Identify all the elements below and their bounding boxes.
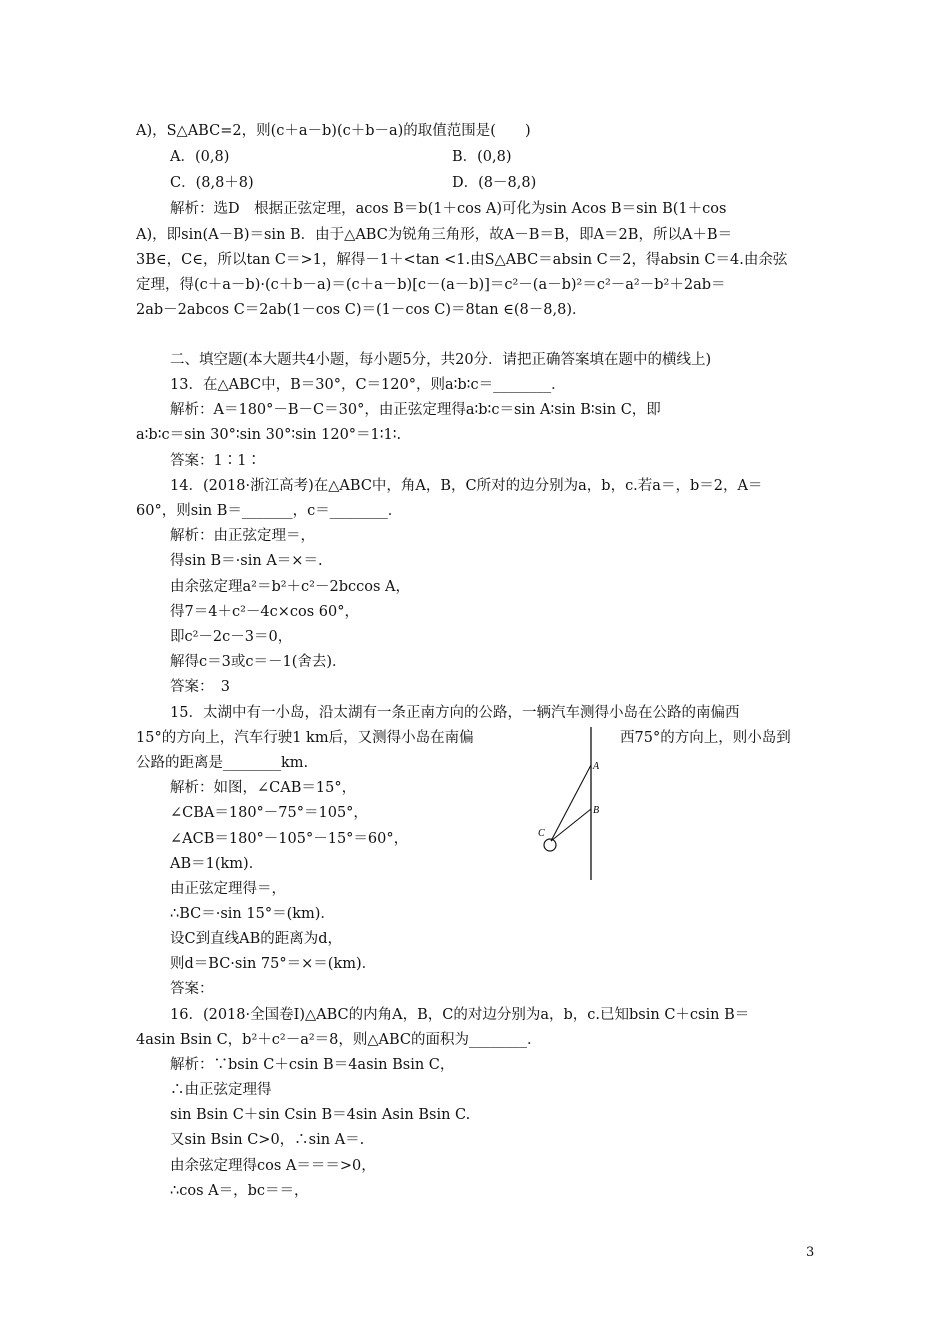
q13-answer: 答案：1∶1∶ xyxy=(170,453,261,469)
q12-stem-tail: A)，S△ABC=2，则(c＋a－b)(c＋b－a)的取值范围是( ) xyxy=(136,123,531,139)
q14-solution-line: 解析：由正弦定理＝， xyxy=(170,528,315,544)
q14-stem: 60°，则sin B＝_______，c＝________． xyxy=(136,503,403,519)
q14-stem: 14．(2018·浙江高考)在△ABC中，角A，B，C所对的边分别为a，b，c.若a＝，b＝2，A＝ xyxy=(170,478,763,494)
q12-solution-line: 2ab－2abcos C＝2ab(1－cos C)＝(1－cos C)＝8tan ∈(8－8,8)． xyxy=(136,302,587,318)
q14-answer: 答案： 3 xyxy=(170,679,230,695)
option-b: B．(0,8) xyxy=(452,149,512,165)
point-b-label: B xyxy=(593,805,600,816)
q15-solution-line: 则d＝BC·sin 75°＝×＝(km)． xyxy=(170,956,377,972)
q15-solution-line: 由正弦定理得＝， xyxy=(170,881,286,897)
q12-solution-line: A)，即sin(A－B)＝sin B．由于△ABC为锐角三角形，故A－B＝B，即A＝2B，所以A＋B＝ xyxy=(136,227,733,243)
q12-solution-line: 定理，得(c＋a－b)·(c＋b－a)＝(c＋a－b)[c－(a－b)]＝c²－(a－b)²＝c²－a²－b²＋2ab＝ xyxy=(136,277,726,293)
q14-solution-line: 得7＝4＋c²－4c×cos 60°， xyxy=(170,604,359,620)
q15-solution-line: ∴BC＝·sin 15°＝(km)． xyxy=(170,906,335,922)
q14-solution-line: 解得c＝3或c＝－1(舍去)． xyxy=(170,654,347,670)
q14-solution-line: 得sin B＝·sin A＝×＝. xyxy=(170,553,323,569)
q16-solution-line: ∴由正弦定理得 xyxy=(170,1082,272,1098)
q16-solution-line: 又sin Bsin C>0，∴sin A＝. xyxy=(170,1132,365,1148)
q16-solution-line: sin Bsin C＋sin Csin B＝4sin Asin Bsin C. xyxy=(170,1107,471,1123)
section-heading: 二、填空题(本大题共4小题，每小题5分，共20分．请把正确答案填在题中的横线上) xyxy=(170,352,712,368)
q15-solution-line: ∠ACB＝180°－105°－15°＝60°， xyxy=(170,831,409,847)
q15-solution-line: ∠CBA＝180°－75°＝105°， xyxy=(170,805,368,821)
island-marker xyxy=(544,839,556,851)
q13-stem: 13．在△ABC中，B＝30°，C＝120°，则a∶b∶c＝________． xyxy=(170,377,566,393)
segment-ac xyxy=(551,765,591,841)
q15-stem: 15°的方向上，汽车行驶1 km后，又测得小岛在南偏 xyxy=(136,730,474,746)
q14-solution-line: 由余弦定理a²＝b²＋c²－2bccos A， xyxy=(170,579,410,595)
option-d: D．(8－8,8) xyxy=(452,175,537,191)
q16-stem: 16．(2018·全国卷Ⅰ)△ABC的内角A，B，C的对边分别为a，b，c.已知bsin C＋csin B＝ xyxy=(170,1007,750,1023)
segment-bc xyxy=(551,809,591,841)
q13-solution-line: a∶b∶c＝sin 30°∶sin 30°∶sin 120°＝1∶1∶. xyxy=(136,427,402,443)
q15-stem: 公路的距离是________km. xyxy=(136,755,309,771)
island-road-diagram xyxy=(520,725,620,885)
point-c-label: C xyxy=(538,828,545,839)
point-a-label: A xyxy=(593,761,600,772)
q16-stem: 4asin Bsin C，b²＋c²－a²＝8，则△ABC的面积为________． xyxy=(136,1032,542,1048)
q15-solution-line: 解析：如图，∠CAB＝15°， xyxy=(170,780,357,796)
q16-solution-line: 由余弦定理得cos A＝＝＝>0， xyxy=(170,1158,376,1174)
q14-solution-line: 即c²－2c－3＝0， xyxy=(170,629,293,645)
q16-solution-line: ∴cos A＝，bc＝＝， xyxy=(170,1183,309,1199)
q12-solution-line: 3B∈，C∈，所以tan C＝>1，解得－1＋<tan <1.由S△ABC＝absin C＝2，得absin C＝4.由余弦 xyxy=(136,252,788,268)
option-c: C．(8,8＋8) xyxy=(170,175,254,191)
q13-solution-line: 解析：A＝180°－B－C＝30°，由正弦定理得a∶b∶c＝sin A∶sin B∶sin C，即 xyxy=(170,402,661,418)
q15-stem: 西75°的方向上，则小岛到 xyxy=(620,730,791,746)
q12-solution-line: 解析：选D 根据正弦定理，acos B＝b(1＋cos A)可化为sin Acos B＝sin B(1＋cos xyxy=(170,201,727,217)
option-a: A．(0,8) xyxy=(170,149,230,165)
q16-solution-line: 解析：∵bsin C＋csin B＝4asin Bsin C， xyxy=(170,1057,455,1073)
q15-solution-line: AB＝1(km)． xyxy=(170,856,264,872)
q15-stem: 15．太湖中有一小岛，沿太湖有一条正南方向的公路，一辆汽车测得小岛在公路的南偏西 xyxy=(170,705,740,721)
q15-solution-line: 设C到直线AB的距离为d， xyxy=(170,931,343,947)
q15-answer: 答案： xyxy=(170,981,214,997)
page-number: 3 xyxy=(806,1245,815,1260)
